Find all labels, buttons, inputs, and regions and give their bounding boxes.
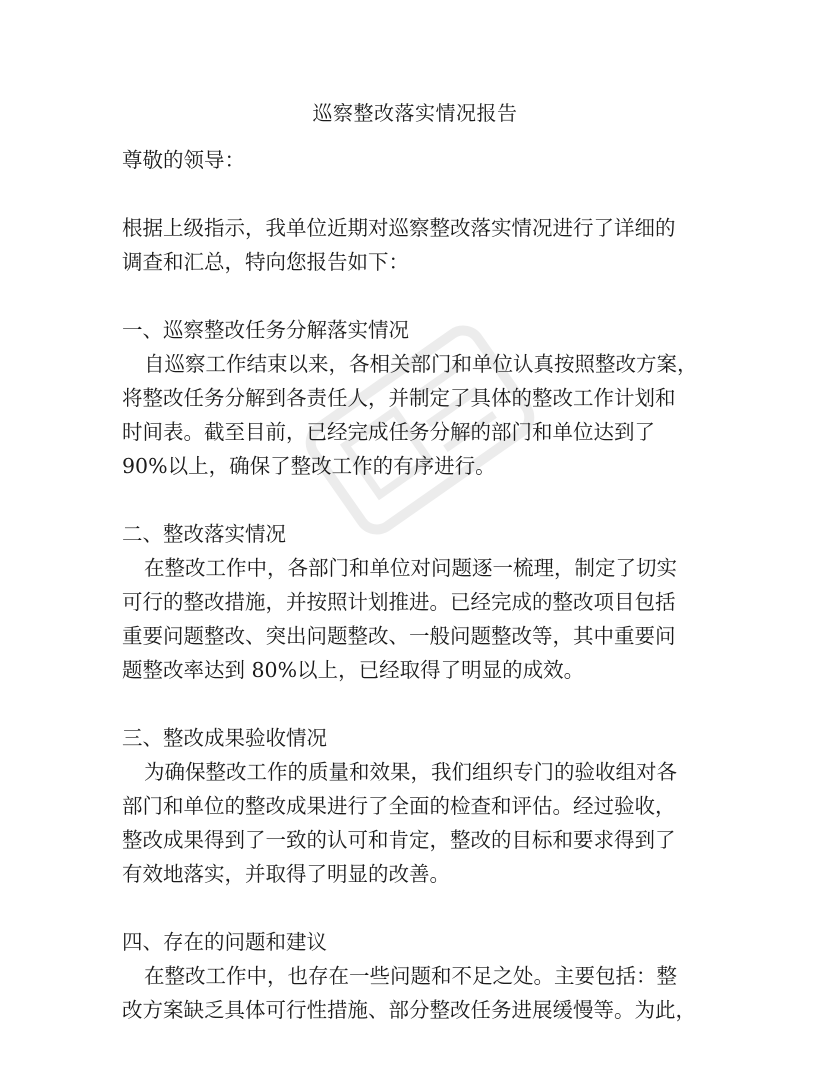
- section-heading: 一、巡察整改任务分解落实情况: [122, 318, 409, 342]
- paragraph-line: 可行的整改措施，并按照计划推进。已经完成的整改项目包括: [122, 590, 676, 614]
- paragraph-line: 有效地落实，并取得了明显的改善。: [122, 862, 450, 886]
- paragraph-line: 题整改率达到 80%以上，已经取得了明显的成效。: [122, 658, 585, 682]
- intro-line: 调查和汇总，特向您报告如下：: [122, 250, 409, 274]
- salutation: 尊敬的领导：: [122, 148, 245, 172]
- section-heading: 三、整改成果验收情况: [122, 726, 327, 750]
- document-title: 巡察整改落实情况报告: [312, 101, 518, 125]
- paragraph-line: 整改成果得到了一致的认可和肯定，整改的目标和要求得到了: [122, 828, 676, 852]
- document-body: [122, 143, 722, 1027]
- paragraph-line: 时间表。截至目前，已经完成任务分解的部门和单位达到了: [122, 420, 655, 444]
- intro-line: 根据上级指示，我单位近期对巡察整改落实情况进行了详细的: [122, 216, 676, 240]
- paragraph-line: 在整改工作中，各部门和单位对问题逐一梳理，制定了切实: [144, 556, 677, 580]
- paragraph-line: 将整改任务分解到各责任人，并制定了具体的整改工作计划和: [122, 386, 676, 410]
- paragraph-line: 重要问题整改、突出问题整改、一般问题整改等，其中重要问: [122, 624, 676, 648]
- paragraph-line: 90%以上，确保了整改工作的有序进行。: [122, 454, 496, 478]
- paragraph-line: 自巡察工作结束以来，各相关部门和单位认真按照整改方案，: [144, 352, 698, 376]
- paragraph-line: 为确保整改工作的质量和效果，我们组织专门的验收组对各: [144, 760, 677, 784]
- section-heading: 二、整改落实情况: [122, 522, 286, 546]
- paragraph-line: 部门和单位的整改成果进行了全面的检查和评估。经过验收，: [122, 794, 676, 818]
- paragraph-line: 改方案缺乏具体可行性措施、部分整改任务进展缓慢等。为此，: [122, 998, 696, 1022]
- paragraph-line: 在整改工作中，也存在一些问题和不足之处。主要包括：整: [144, 964, 677, 988]
- section-heading: 四、存在的问题和建议: [122, 930, 327, 954]
